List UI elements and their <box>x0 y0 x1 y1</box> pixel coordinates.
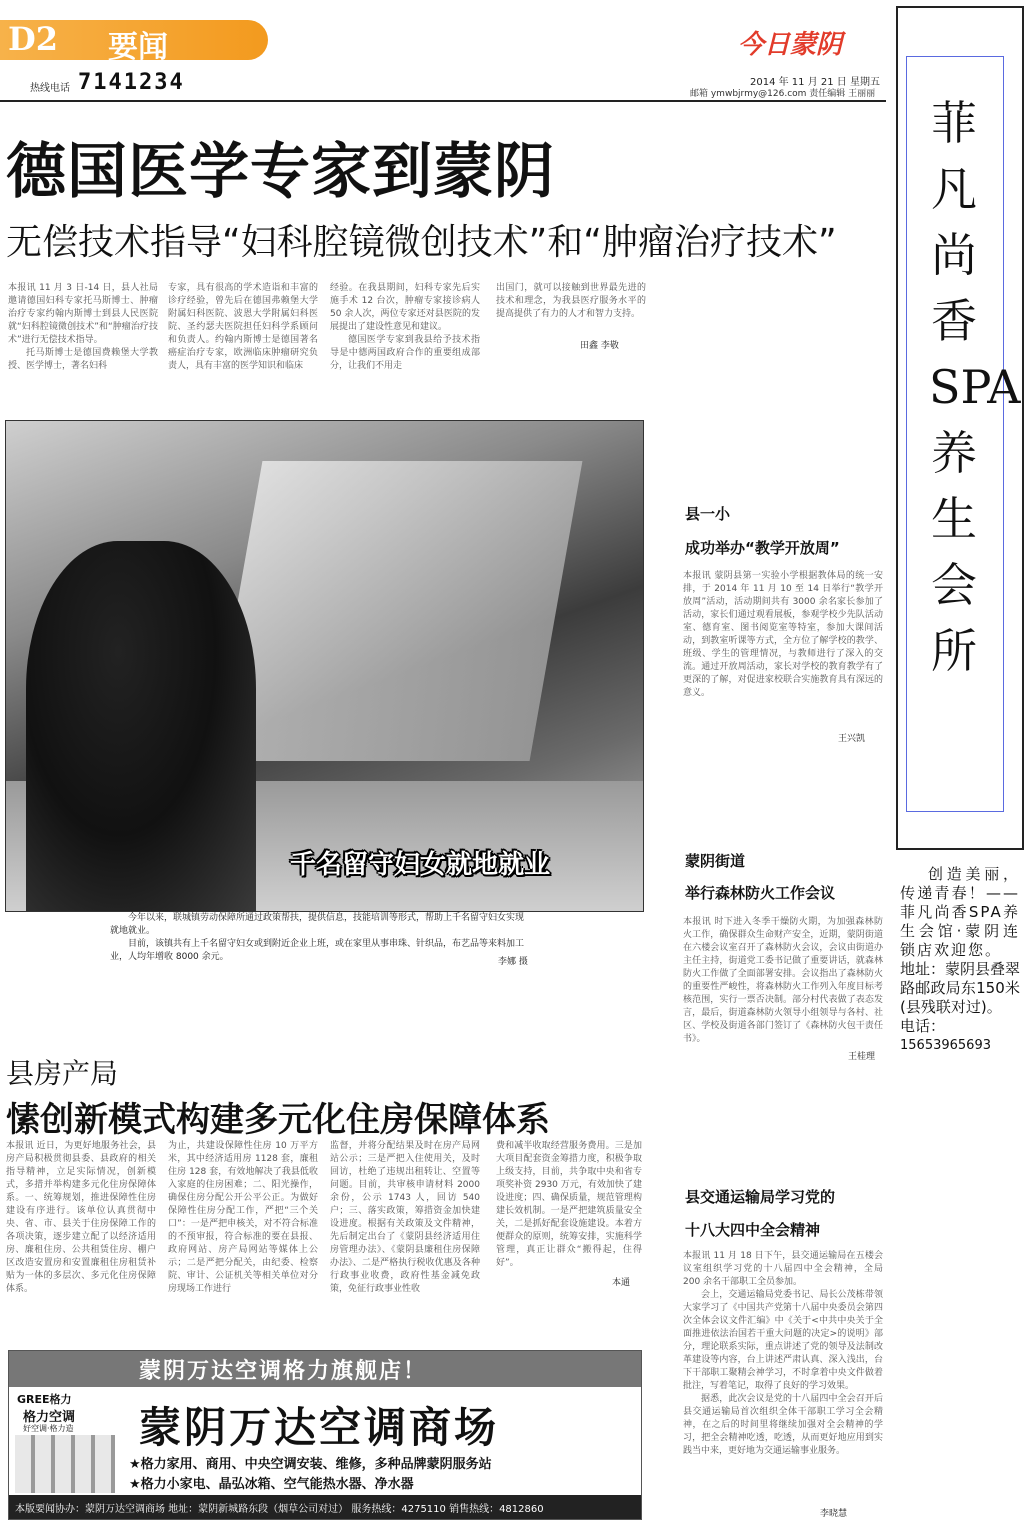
photo-machine-shape <box>210 461 583 761</box>
lead-col-2: 专家，具有很高的学术造诣和丰富的诊疗经验，曾先后在德国弗赖堡大学附属妇科医院、波恩大学附属妇科医院、圣约瑟夫医院担任妇科学系顾问和负责人。约翰内斯博士是德国著名癌症治疗专家，欧洲临床肿瘤研究负责人，具有丰富的医学知识和临床 <box>168 283 318 371</box>
gree-slogan: 好空调·格力造 <box>23 1424 74 1433</box>
spa-promo: 创造美丽，传递青春！——菲凡尚香SPA养生会馆·蒙阴连锁店欢迎您。 地址：蒙阴县叠翠路邮政局东150米(县残联对过)。 电话： 15653965693 <box>900 865 1021 1053</box>
housing-byline: 本通 <box>612 1278 631 1288</box>
ad-footer-text: 本版要闻协办：蒙阴万达空调商场 地址：蒙阴新城路东段（烟草公司对过） 服务热线：4275110 销售热线：4812860 <box>15 1504 544 1515</box>
aircon-banner: 蒙阴万达空调格力旗舰店！ <box>9 1351 641 1387</box>
housing-col-4: 费和减半收取经营服务费用。三是加大项目配套资金筹措力度，积极争取上级支持，目前，共争取中央和省专项奖补资 2930 万元，有效加快了建设进度；四、确保质量，规范管理构建长效机制。一是严把建筑质量安全关，二是抓好配套设施建设。本着方便群众的原则，统筹安排，实施科学管理，真正让群众“搬得起，住得好”。 <box>496 1141 642 1268</box>
aircon-units-image <box>15 1435 115 1493</box>
editor-line: 邮箱 ymwbjrmy@126.com 责任编辑 王丽丽 <box>690 89 876 99</box>
school-kicker: 县一小 <box>685 505 731 523</box>
section-code: D2 <box>8 20 59 58</box>
fire-kicker: 蒙阴街道 <box>685 852 746 870</box>
school-body: 本报讯 蒙阴县第一实验小学根据教体局的统一安排，于 2014 年 11 月 10 至 14 日举行“教学开放周”活动，活动期间共有 3000 余名家长参加了活动，家长们通过观看展板，参观学校少先队活动室、德育室、图书阅览室等特室，参加大课间活动，到教室听课等方式，全方位了解学校的教学、班级、学生的管理情况，与教师进行了深入的交流。通过开放周活动，家长对学校的教育教学有了更深的了解，对促进家校联合实施教育具有深远的意义。 <box>683 571 883 698</box>
lead-headline: 德国医学专家到蒙阴 <box>6 137 555 207</box>
transport-body: 本报讯 11 月 18 日下午，县交通运输局在五楼会议室组织学习党的十八届四中全会精神，全局 200 余名干部职工全员参加。 会上，交通运输局党委书记、局长公茂栋带领大家学习了《中国共产党第十八届中央委员会第四次全体会议文件汇编》中《关于<中共中央关于全面推进依法治国若干重大问题的决定>的说明》部分，理论联系实际，重点讲述了党的领导及法制改革建设等内容，台上讲述严肃认真、深入浅出，台下干部职工聚精会神学习，不时拿着中央文件做着批注，写着笔记，取得了良好的学习效果。 据悉，此次会议是党的十八届四中全会召开后县交通运输局首次组织全体干部职工学习全会精神，在之后的时间里将继续加强对全会精神的学习，把全会精神吃透，吃透，从而更好地应用到实践当中来，更好地为交通运输事业服务。 <box>683 1251 883 1456</box>
hotline-label: 热线电话 <box>30 83 70 94</box>
gree-brand: 格力空调 <box>23 1410 76 1425</box>
lead-col-4: 出国门，就可以接触到世界最先进的技术和理念，为我县医疗服务水平的提高提供了有力的人才和智力支持。 <box>496 283 646 319</box>
lead-byline: 田鑫 李敬 <box>580 341 619 351</box>
lead-col-1: 本报讯 11 月 3 日-14 日，县人社局邀请德国妇科专家托马斯博士、肿瘤治疗专家约翰内斯博士到县人民医院就“妇科腔镜微创技术”和“肿瘤治疗技术”进行无偿技术指导。 托马斯博士是德国费赖堡大学教授、医学博士，著名妇科 <box>8 283 158 371</box>
gree-logo: GREE格力 <box>17 1393 72 1406</box>
spa-brand: 菲凡尚香SPA养生会所 <box>929 96 1021 678</box>
photo-byline: 李娜 摄 <box>498 957 528 967</box>
aircon-ad <box>8 1350 642 1520</box>
masthead: 今日蒙阴 <box>738 30 843 60</box>
housing-col-2: 为止，共建设保障性住房 10 万平方米，其中经济适用房 1128 套，廉租住房 128 套，有效地解决了我县低收入家庭的住房困难；二、阳光操作，确保住房分配公开公平公正。为做好保障性住房分配工作，严把“三个关口”：一是严把申核关，对不符合标准的不预审报，符合标准的要在县报、政府网站、房产局网站等媒体上公示；二是严把分配关，由纪委、检察院、审计、公证机关等相关单位对分房现场工作进行 <box>168 1141 318 1294</box>
photo-title: 千名留守妇女就地就业 <box>290 850 551 880</box>
header-rule <box>0 100 886 102</box>
dateline: 2014 年 11 月 21 日 星期五 <box>750 77 880 88</box>
section-name: 要闻 <box>108 30 168 65</box>
ad-footer-bar <box>9 1495 641 1519</box>
lead-col-3: 经验。在我县期间，妇科专家先后实施手术 12 台次，肿瘤专家接诊病人 50 余人次，两位专家还对县医院的发展提出了建设性意见和建议。 德国医学专家到我县给予技术指导是中德两国政府合作的重要组成部分，让我们不用走 <box>330 283 480 371</box>
housing-headline: 愫创新模式构建多元化住房保障体系 <box>6 1100 550 1140</box>
fire-headline: 举行森林防火工作会议 <box>685 884 836 902</box>
photo-worker-shape <box>26 541 256 911</box>
service-line-1: ★格力家用、商用、中央空调安装、维修，多种品牌蒙阴服务站 <box>129 1457 492 1472</box>
school-headline: 成功举办“教学开放周” <box>685 539 840 557</box>
fire-body: 本报讯 时下进入冬季干燥防火期，为加强森林防火工作，确保群众生命财产安全，近期，蒙阴街道在六楼会议室召开了森林防火会议，会议由街道办主任主持，街道党工委书记做了重要讲话，就森林防火工作做了全面部署安排。会议指出了森林防火的重要性严峻性，将森林防火工作列入年度目标考核范围，实行一票否决制。部分村代表做了表态发言，最后，街道森林防火领导小组领导与各村、社区、学校及街道各部门签订了《森林防火包干责任书》。 <box>683 917 883 1044</box>
store-name: 蒙阴万达空调商场 <box>139 1403 500 1452</box>
transport-headline: 十八大四中全会精神 <box>685 1221 821 1239</box>
housing-col-3: 监督，并将分配结果及时在房产局网站公示；三是严把入住使用关，及时回访，杜绝了违规出租转让、空置等问题。目前，共审核申请材料 2000 余份，公示 1743 人，回访 540 户；三、落实政策，筹措资金加快建设进度。根据有关政策及文件精神，先后制定出台了《蒙阴县经济适用住房管理办法》、《蒙阴县廉租住房保障办法》、二是严格执行税收优惠及各种行政事业收费，政府性基金减免政策，免征行政事业性收 <box>330 1141 480 1294</box>
lead-subheadline: 无偿技术指导“妇科腔镜微创技术”和“肿瘤治疗技术” <box>6 222 837 263</box>
news-photo <box>5 420 644 912</box>
service-line-2: ★格力小家电、晶弘冰箱、空气能热水器、净水器 <box>129 1477 414 1492</box>
transport-kicker: 县交通运输局学习党的 <box>685 1188 836 1206</box>
fire-byline: 王桂理 <box>848 1052 876 1062</box>
school-byline: 王兴凯 <box>838 734 866 744</box>
housing-col-1: 本报讯 近日，为更好地服务社会，县房产局积极贯彻县委、县政府的相关指导精神，立足实际情况，创新模式，多措并举构建多元化住房保障体系。一、统筹规划，推进保障性住房建设有序进行。该单位认真贯彻中央、省、市、县关于住房保障工作的各项决策，逐步建立配了以经济适用房、廉租住房、公共租赁住房、棚户区改造安置房和安置廉租住房租赁补贴为一体的多层次、多元化住房保障体系。 <box>6 1141 156 1294</box>
hotline-number: 7141234 <box>78 70 185 95</box>
photo-caption: 今年以来，联城镇劳动保障所通过政策帮扶，提供信息，技能培训等形式，帮助上千名留守妇女实现就地就业。 目前，该镇共有上千名留守妇女或到附近企业上班，或在家里从事串珠、针织品，布艺品等来料加工业，人均年增收 8000 余元。 <box>110 913 525 962</box>
housing-kicker: 县房产局 <box>6 1057 119 1090</box>
transport-byline: 李晓慧 <box>820 1509 848 1519</box>
